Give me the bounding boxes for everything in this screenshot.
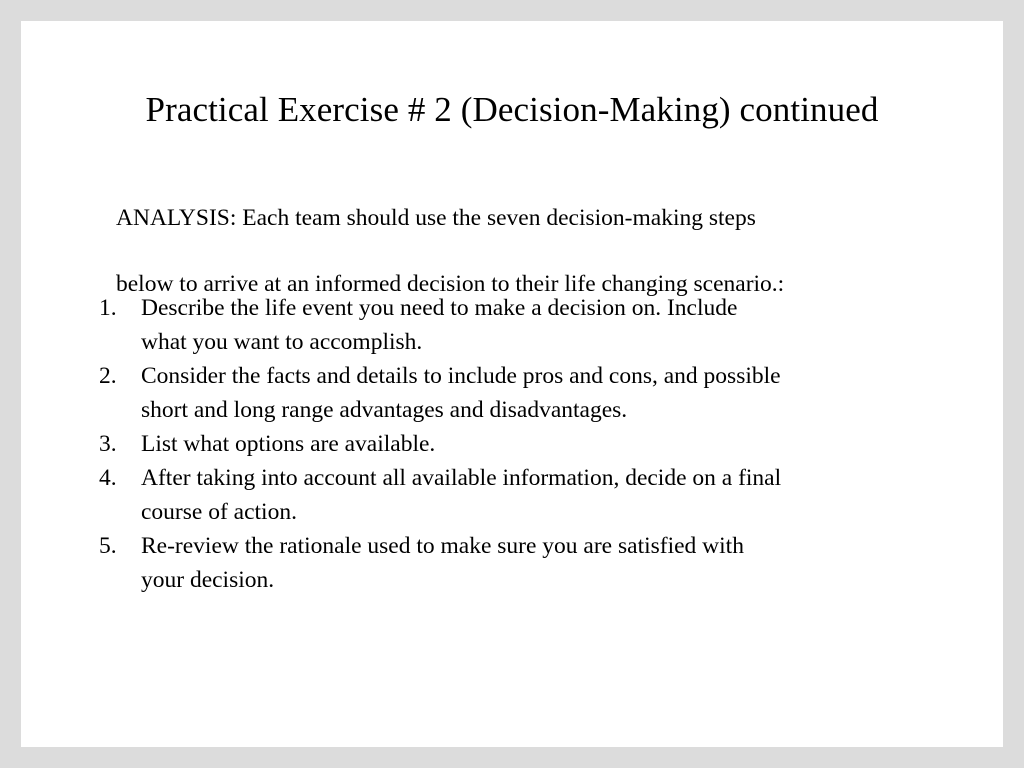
step-number: 3. bbox=[99, 431, 117, 457]
step-text-line: your decision. bbox=[141, 567, 275, 593]
step-item-5 bbox=[99, 529, 929, 597]
step-text-line: what you want to accomplish. bbox=[141, 329, 423, 355]
step-number: 1. bbox=[99, 295, 117, 321]
step-number: 2. bbox=[99, 363, 117, 389]
analysis-line: below to arrive at an informed decision to their life changing scenario.: bbox=[116, 271, 785, 297]
slide-title: Practical Exercise # 2 (Decision-Making) continued bbox=[145, 90, 879, 129]
step-item-4 bbox=[99, 461, 929, 529]
slide bbox=[21, 21, 1003, 747]
step-text-line: Consider the facts and details to include pros and cons, and possible bbox=[141, 363, 781, 389]
step-text-line: List what options are available. bbox=[141, 431, 436, 457]
step-text-line: Describe the life event you need to make a decision on. Include bbox=[141, 295, 738, 321]
decision-steps-list bbox=[99, 291, 929, 597]
step-text-line: Re-review the rationale used to make sure you are satisfied with bbox=[141, 533, 744, 559]
step-text-line: course of action. bbox=[141, 499, 297, 525]
step-text-line: short and long range advantages and disadvantages. bbox=[141, 397, 628, 423]
analysis-line: ANALYSIS: Each team should use the seven decision-making steps bbox=[116, 205, 756, 231]
step-item-1 bbox=[99, 291, 929, 359]
step-item-3 bbox=[99, 427, 929, 461]
step-text-line: After taking into account all available information, decide on a final bbox=[141, 465, 782, 491]
step-item-2 bbox=[99, 359, 929, 427]
step-number: 5. bbox=[99, 533, 117, 559]
step-number: 4. bbox=[99, 465, 117, 491]
